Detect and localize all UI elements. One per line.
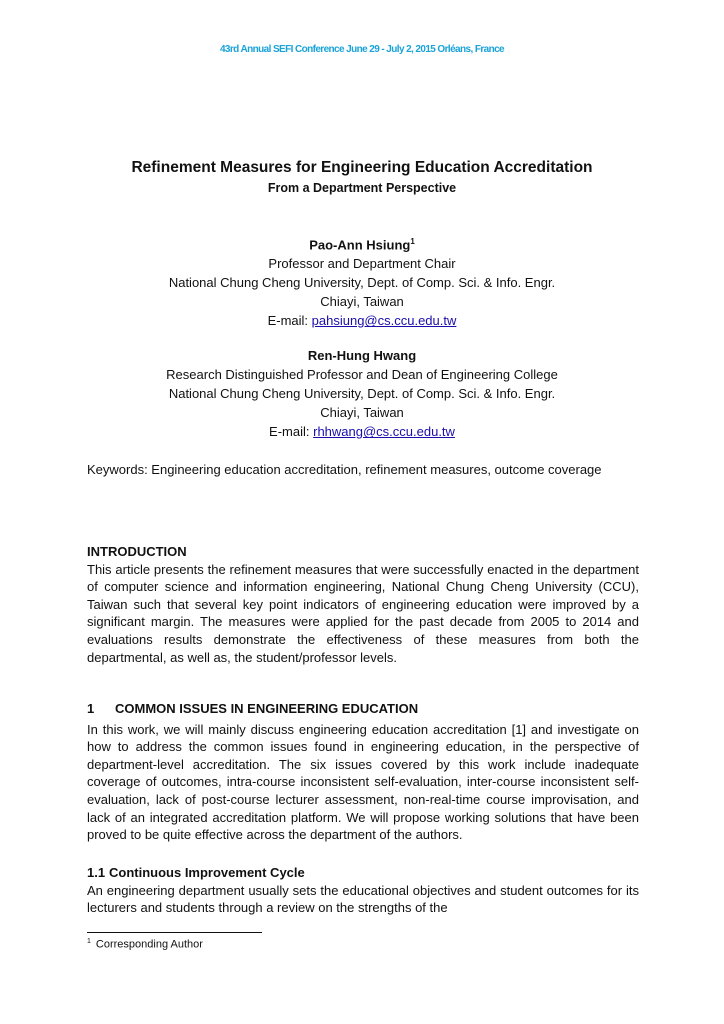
- author-role: Professor and Department Chair: [268, 256, 456, 272]
- introduction-section: [87, 543, 639, 666]
- conference-header: 43rd Annual SEFI Conference June 29 - July 2, 2015 Orléans, France: [219, 44, 505, 55]
- author-block: [0, 232, 724, 441]
- footnote-marker: 1: [87, 938, 91, 945]
- author-role: Research Distinguished Professor and Dean of Engineering College: [166, 367, 558, 383]
- introduction-text: This article presents the refinement measures that were successfully enacted in the department of computer science and information engineering, National Chung Cheng University (CCU), Taiwan such that several key point indicators of engineering education were improved by a significant margin. The measures were applied for the past decade from 2005 to 2014 and evaluations results demonstrate the effectiveness of these measures from both the departmental, as well as, the student/professor levels.: [87, 561, 639, 665]
- paper-title: Refinement Measures for Engineering Education Accreditation: [131, 159, 593, 176]
- paper-subtitle: From a Department Perspective: [267, 181, 457, 195]
- author-affiliation: National Chung Cheng University, Dept. of Comp. Sci. & Info. Engr.: [168, 386, 556, 402]
- section-1-heading: 1 COMMON ISSUES IN ENGINEERING EDUCATION: [87, 701, 419, 716]
- keywords: Keywords: Engineering education accreditation, refinement measures, outcome coverage: [87, 462, 602, 477]
- introduction-heading: INTRODUCTION: [87, 544, 187, 559]
- section-1-text: In this work, we will mainly discuss engineering education accreditation [1] and investigate on how to address the common issues found in engineering education, in the perspective of department-level accreditation. The six issues covered by this work include inadequate coverage of outcomes, intra-course inconsistent self-evaluation, inter-course inconsistent self-evaluation, lack of post-course lecturer assessment, non-real-time course improvisation, and lack of an integrated accreditation platform. We will propose working solutions that have been proved to be quite effective across the department of the authors.: [87, 721, 639, 843]
- subsection-1-1: [87, 864, 639, 917]
- footnote-marker: 1: [410, 237, 415, 246]
- author-1: [0, 232, 724, 330]
- subsection-1-1-text: An engineering department usually sets the educational objectives and student outcomes for its lecturers and students through a review on the strengths of the: [87, 882, 639, 916]
- author-location: Chiayi, Taiwan: [320, 405, 404, 421]
- author-email-line: E-mail: pahsiung@cs.ccu.edu.tw: [267, 313, 457, 329]
- author-name: Pao-Ann Hsiung$^1$: [309, 237, 415, 253]
- keywords-block: [87, 461, 639, 479]
- footnote: $^1$ Corresponding Author: [87, 938, 203, 951]
- author-email-link[interactable]: pahsiung@cs.ccu.edu.tw: [311, 313, 457, 329]
- subsection-1-1-heading: 1.1 Continuous Improvement Cycle: [87, 865, 305, 880]
- footnote-divider: [87, 932, 262, 933]
- author-email-line: E-mail: rhhwang@cs.ccu.edu.tw: [269, 424, 455, 440]
- author-email-link[interactable]: rhhwang@cs.ccu.edu.tw: [313, 424, 455, 440]
- title-block: [0, 157, 724, 197]
- author-name: Ren-Hung Hwang: [307, 348, 417, 364]
- section-1: [87, 700, 639, 844]
- author-2: [0, 346, 724, 441]
- author-affiliation: National Chung Cheng University, Dept. of Comp. Sci. & Info. Engr.: [168, 275, 556, 291]
- author-location: Chiayi, Taiwan: [320, 294, 404, 310]
